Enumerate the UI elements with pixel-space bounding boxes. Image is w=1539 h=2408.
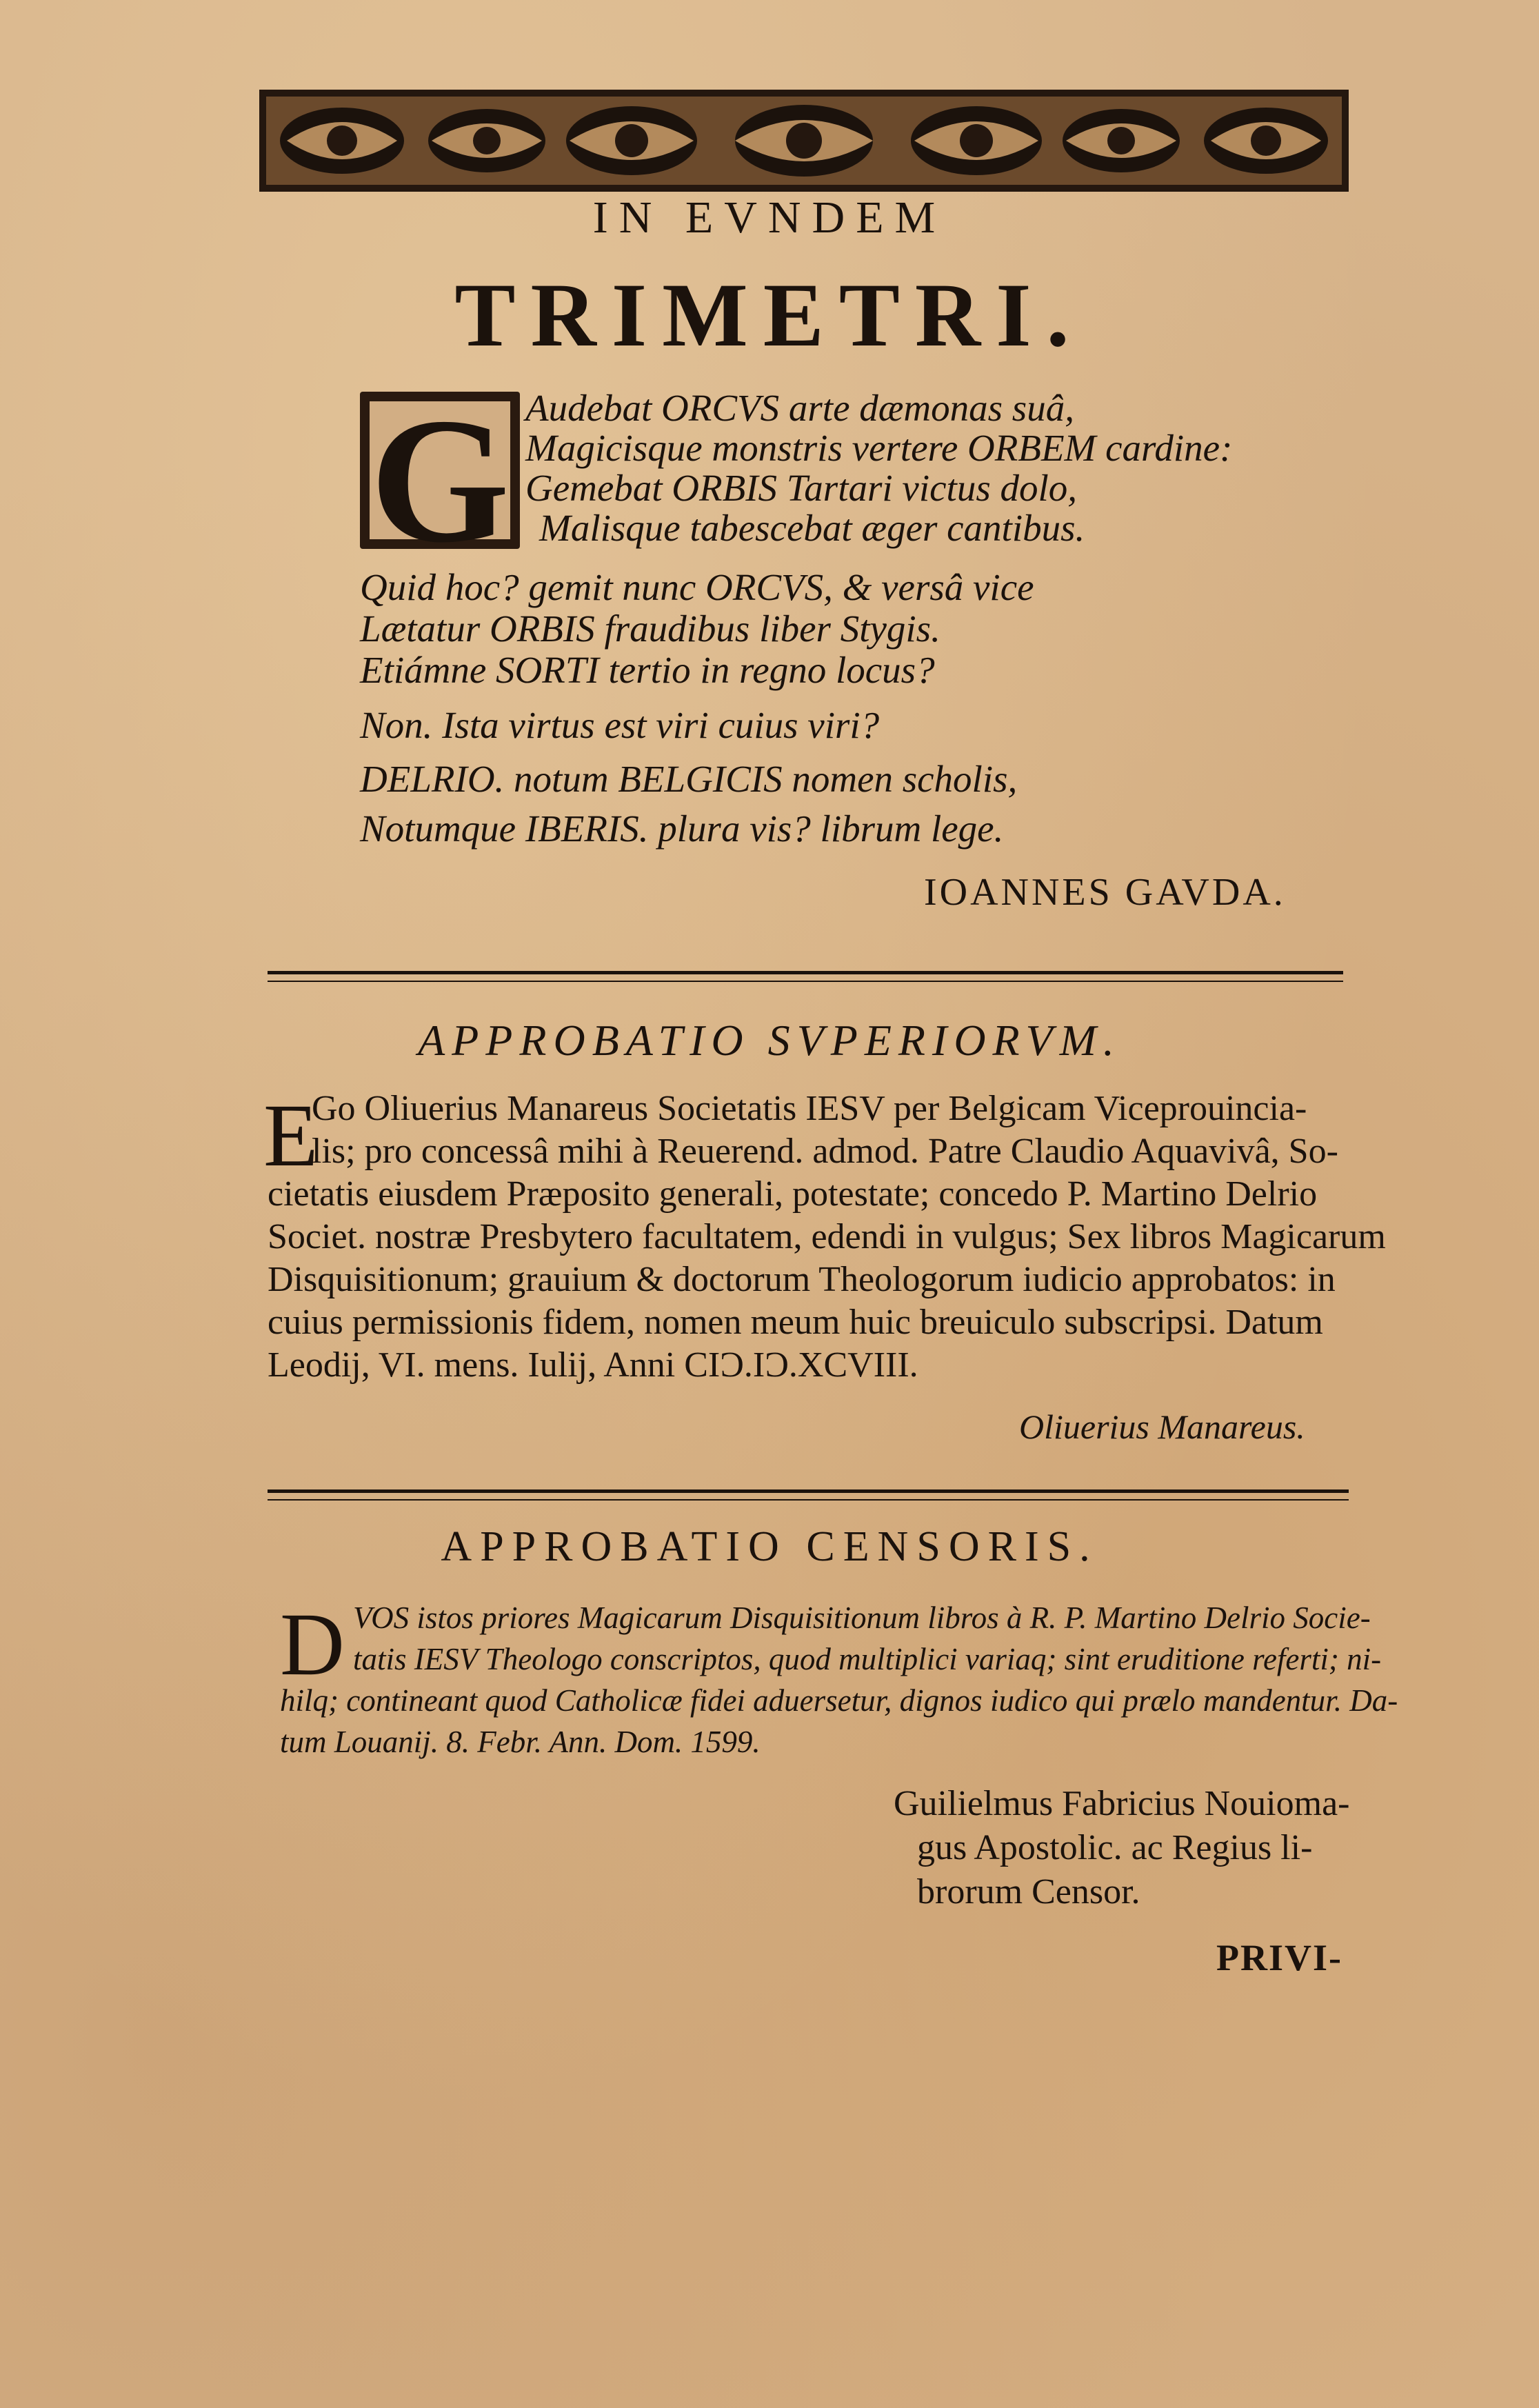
approbatio-censoris-title: APPROBATIO CENSORIS.: [441, 1523, 1098, 1570]
decorated-initial: [360, 381, 520, 580]
section-rule: [268, 971, 1343, 974]
section-rule-thin: [268, 1499, 1349, 1501]
approbatio-line: Disquisitionum; grauium & doctorum Theologorum iudicio approbatos: in: [268, 1260, 1336, 1299]
catchword: PRIVI-: [1216, 1937, 1342, 1978]
censor-signature-line: brorum Censor.: [917, 1872, 1140, 1912]
poem-line: DELRIO. notum BELGICIS nomen scholis,: [360, 758, 1018, 800]
poem-line: Lætatur ORBIS fraudibus liber Stygis.: [360, 608, 941, 650]
censor-signature-line: gus Apostolic. ac Regius li-: [917, 1828, 1313, 1867]
poem-line: Malisque tabescebat æger cantibus.: [539, 507, 1085, 549]
censoris-line: hilq; contineant quod Catholicæ fidei aduersetur, dignos iudico qui prælo mandentur. Da-: [280, 1683, 1398, 1718]
section-rule: [268, 1489, 1349, 1493]
heading-trimetri: TRIMETRI.: [454, 264, 1085, 365]
poem-line: Magicisque monstris vertere ORBEM cardine:: [525, 427, 1233, 469]
signature-manareus: Oliuerius Manareus.: [1019, 1407, 1305, 1446]
poem-line: Notumque IBERIS. plura vis? librum lege.: [360, 807, 1004, 850]
initial-letter: G: [370, 381, 510, 580]
section-rule-thin: [268, 981, 1343, 982]
poem-line: Quid hoc? gemit nunc ORCVS, & versâ vice: [360, 566, 1034, 608]
headpiece-ornament-icon: [259, 90, 1349, 192]
censoris-line: VOS istos priores Magicarum Disquisitionum libros à R. P. Martino Delrio Socie-: [353, 1601, 1371, 1635]
poem-line: Gemebat ORBIS Tartari victus dolo,: [525, 467, 1077, 509]
ornamental-headpiece: [259, 90, 1349, 192]
poem-author: IOANNES GAVDA.: [924, 871, 1286, 914]
approbatio-line: cietatis eiusdem Præposito generali, potestate; concedo P. Martino Delrio: [268, 1174, 1318, 1214]
initial-e: E: [263, 1086, 319, 1185]
poem-line: Etiámne SORTI tertio in regno locus?: [360, 649, 935, 691]
poem-line: Audebat ORCVS arte dæmonas suâ,: [525, 387, 1074, 429]
approbatio-line: Leodij, VI. mens. Iulij, Anni CIƆ.IƆ.XCVIII.: [268, 1345, 918, 1385]
approbatio-line: Societ. nostræ Presbytero facultatem, edendi in vulgus; Sex libros Magicarum: [268, 1217, 1386, 1256]
poem-line: Non. Ista virtus est viri cuius viri?: [360, 704, 880, 746]
approbatio-line: lis; pro concessâ mihi à Reuerend. admod. Patre Claudio Aquavivâ, So-: [312, 1132, 1338, 1171]
heading-in-eundem: IN EVNDEM: [592, 192, 947, 243]
censoris-line: tum Louanij. 8. Febr. Ann. Dom. 1599.: [280, 1725, 761, 1759]
approbatio-line: cuius permissionis fidem, nomen meum huic breuiculo subscripsi. Datum: [268, 1303, 1323, 1342]
censor-signature-line: Guilielmus Fabricius Nouioma-: [894, 1784, 1350, 1823]
initial-d: D: [280, 1595, 345, 1694]
approbatio-line: Go Oliuerius Manareus Societatis IESV per Belgicam Viceprouincia-: [312, 1089, 1307, 1128]
censoris-line: tatis IESV Theologo conscriptos, quod multiplici variaq; sint eruditione referti; ni-: [353, 1642, 1382, 1676]
approbatio-superiorum-title: APPROBATIO SVPERIORVM.: [418, 1016, 1121, 1065]
